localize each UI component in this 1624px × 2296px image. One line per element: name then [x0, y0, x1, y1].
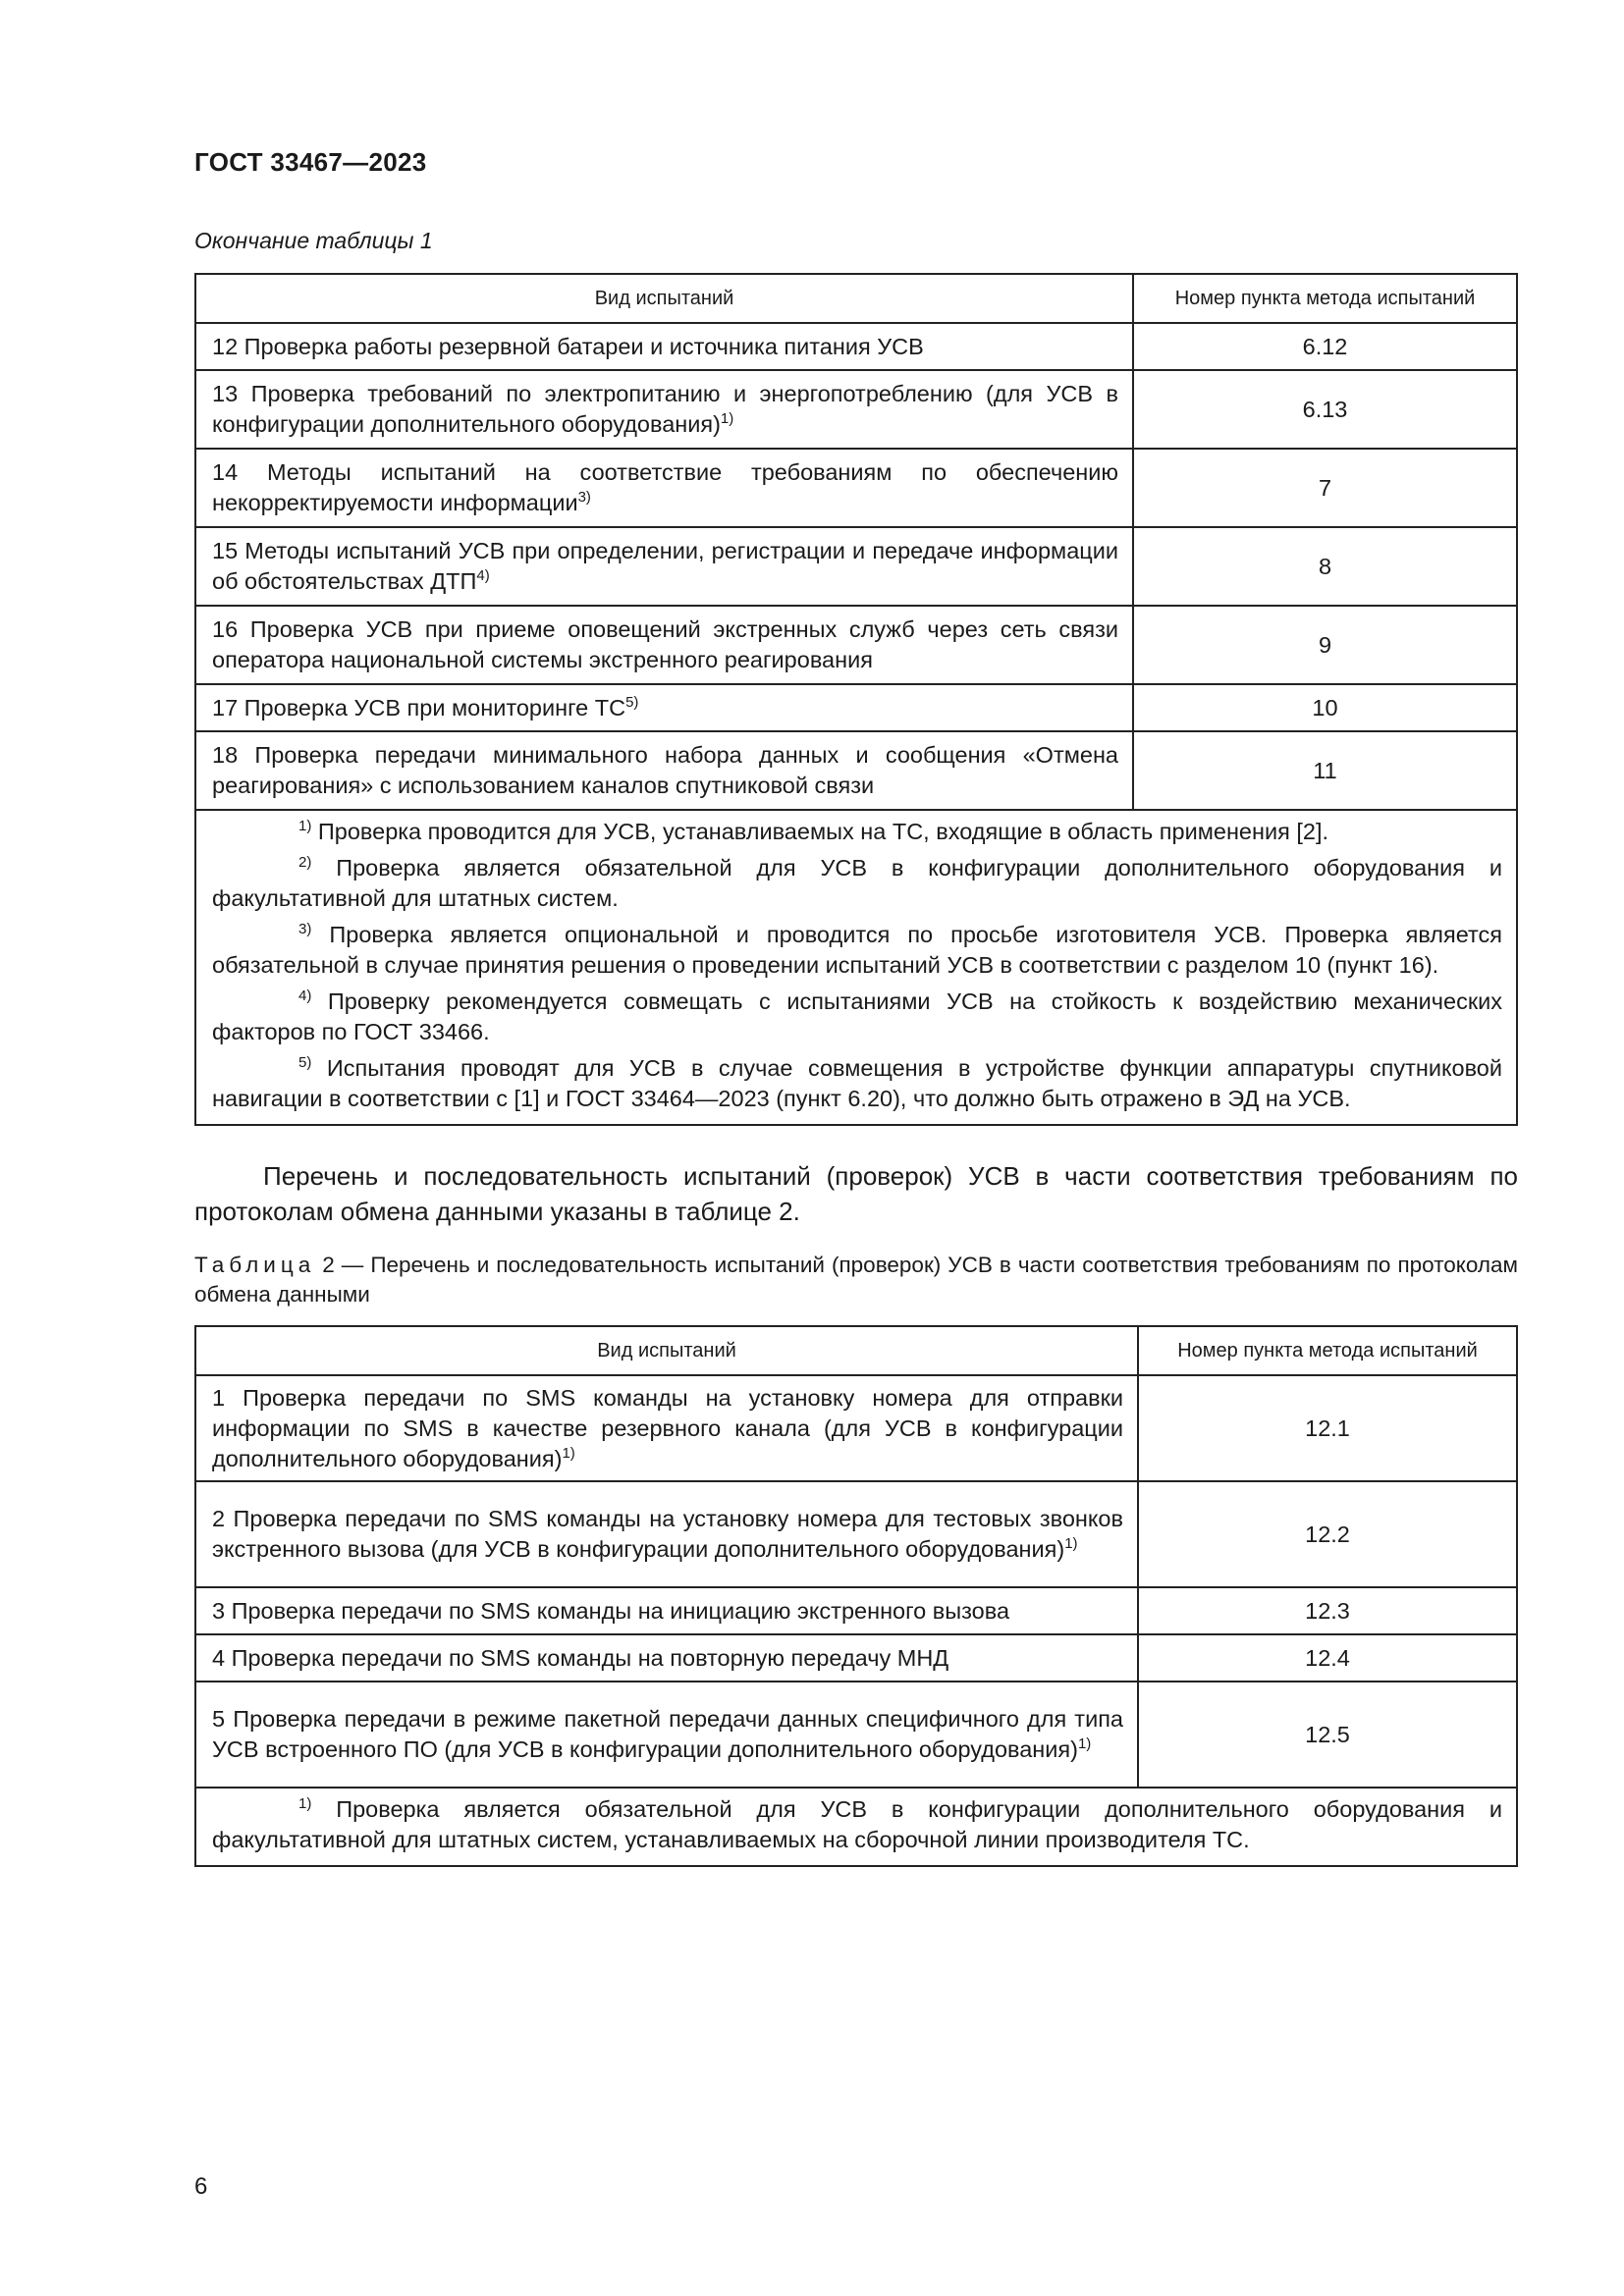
test-type-cell — [195, 1634, 1138, 1682]
table-note-text: Проверка проводится для УСВ, устанавливаемых на ТС, входящие в область применения [2]. — [317, 819, 1329, 844]
test-type-cell — [195, 323, 1133, 370]
test-type-text: 13 Проверка требований по электропитанию и энергопотреблению (для УСВ в конфигурации дополнительного оборудования) — [212, 381, 1118, 437]
footnote-marker: 5) — [298, 1054, 312, 1071]
footnote-marker: 3) — [577, 489, 591, 506]
table-note — [212, 1794, 1502, 1855]
test-type-cell — [195, 606, 1133, 684]
column-header-method-clause: Номер пункта метода испытаний — [1138, 1326, 1517, 1375]
table-row — [195, 527, 1517, 606]
test-type-text: 12 Проверка работы резервной батареи и источника питания УСВ — [212, 333, 924, 359]
table-note-text: Проверка является обязательной для УСВ в конфигурации дополнительного оборудования и факультативной для штатных систем. — [212, 855, 1502, 911]
table-notes — [195, 1788, 1517, 1866]
table-1 — [194, 273, 1518, 1126]
table-row — [195, 1682, 1517, 1788]
table2-caption-text: 2 — Перечень и последовательность испытаний (проверок) УСВ в части соответствия требованиям по протоколам обмена данными — [194, 1253, 1518, 1307]
table-row — [195, 323, 1517, 370]
test-type-text: 17 Проверка УСВ при мониторинге ТС — [212, 694, 626, 721]
method-clause-cell: 12.2 — [1138, 1481, 1517, 1587]
table-notes-row — [195, 810, 1517, 1125]
test-type-text: 5 Проверка передачи в режиме пакетной передачи данных специфичного для типа УСВ встроенного ПО (для УСВ в конфигурации дополнительного оборудования) — [212, 1706, 1123, 1762]
column-header-test-type: Вид испытаний — [195, 1326, 1138, 1375]
table-note — [212, 987, 1502, 1047]
table-row — [195, 1587, 1517, 1634]
method-clause-cell: 12.4 — [1138, 1634, 1517, 1682]
column-header-method-clause: Номер пункта метода испытаний — [1133, 274, 1517, 323]
method-clause-cell: 12.1 — [1138, 1375, 1517, 1481]
footnote-marker: 4) — [298, 988, 312, 1004]
table1-caption: Окончание таблицы 1 — [194, 228, 433, 253]
test-type-cell — [195, 1375, 1138, 1481]
table-row — [195, 731, 1517, 810]
table-row — [195, 449, 1517, 527]
table-row — [195, 684, 1517, 731]
table-row — [195, 370, 1517, 449]
table-note — [212, 1053, 1502, 1114]
footnote-marker: 4) — [476, 567, 490, 584]
table-row — [195, 1375, 1517, 1481]
test-type-cell — [195, 1587, 1138, 1634]
table-note-text: Проверку рекомендуется совмещать с испытаниями УСВ на стойкость к воздействию механических факторов по ГОСТ 33466. — [212, 988, 1503, 1044]
test-type-text: 3 Проверка передачи по SMS команды на инициацию экстренного вызова — [212, 1597, 1010, 1624]
footnote-marker: 3) — [298, 921, 312, 937]
method-clause-cell: 10 — [1133, 684, 1517, 731]
footnote-marker: 2) — [298, 854, 312, 871]
method-clause-cell: 12.3 — [1138, 1587, 1517, 1634]
method-clause-cell: 12.5 — [1138, 1682, 1517, 1788]
table-note — [212, 920, 1502, 981]
table2-caption-label: Таблица — [194, 1253, 316, 1277]
table-note — [212, 817, 1502, 847]
table-note-text: Испытания проводят для УСВ в случае совмещения в устройстве функции аппаратуры спутниковой навигации в соответствии с [1] и ГОСТ 33464—2023 (пункт 6.20), что должно быть отражено в ЭД на УСВ. — [212, 1055, 1503, 1111]
method-clause-cell: 8 — [1133, 527, 1517, 606]
table2-caption — [194, 1251, 1518, 1309]
method-clause-cell: 9 — [1133, 606, 1517, 684]
test-type-cell — [195, 527, 1133, 606]
method-clause-cell: 6.12 — [1133, 323, 1517, 370]
test-type-text: 18 Проверка передачи минимального набора данных и сообщения «Отмена реагирования» с использованием каналов спутниковой связи — [212, 742, 1118, 798]
table-notes-row — [195, 1788, 1517, 1866]
table-note-text: Проверка является обязательной для УСВ в конфигурации дополнительного оборудования и факультативной для штатных систем, устанавливаемых на сборочной линии производителя ТС. — [212, 1796, 1502, 1852]
test-type-text: 14 Методы испытаний на соответствие требованиям по обеспечению некорректируемости информации — [212, 459, 1118, 515]
table-row — [195, 1634, 1517, 1682]
footnote-marker: 1) — [298, 1795, 312, 1812]
test-type-text: 4 Проверка передачи по SMS команды на повторную передачу МНД — [212, 1644, 949, 1671]
table-note — [212, 853, 1502, 914]
footnote-marker: 1) — [1064, 1535, 1078, 1552]
test-type-text: 1 Проверка передачи по SMS команды на установку номера для отправки информации по SMS в качестве резервного канала (для УСВ в конфигурации дополнительного оборудования) — [212, 1384, 1123, 1471]
body-paragraph: Перечень и последовательность испытаний (проверок) УСВ в части соответствия требованиям по протоколам обмена данными указаны в таблице 2. — [194, 1161, 1518, 1226]
footnote-marker: 1) — [298, 818, 312, 834]
table-row — [195, 1481, 1517, 1587]
table-notes — [195, 810, 1517, 1125]
test-type-cell — [195, 370, 1133, 449]
method-clause-cell: 6.13 — [1133, 370, 1517, 449]
test-type-text: 16 Проверка УСВ при приеме оповещений экстренных служб через сеть связи оператора национальной системы экстренного реагирования — [212, 616, 1118, 672]
method-clause-cell: 11 — [1133, 731, 1517, 810]
test-type-cell — [195, 449, 1133, 527]
test-type-cell — [195, 1481, 1138, 1587]
test-type-cell — [195, 731, 1133, 810]
document-header: ГОСТ 33467—2023 — [194, 147, 427, 177]
footnote-marker: 5) — [625, 693, 639, 711]
table-row — [195, 606, 1517, 684]
footnote-marker: 1) — [562, 1444, 575, 1462]
table-note-text: Проверка является опциональной и проводится по просьбе изготовителя УСВ. Проверка является обязательной в случае принятия решения о проведении испытаний УСВ в соответствии с разделом 10 (пункт 16). — [212, 922, 1502, 978]
test-type-text: 2 Проверка передачи по SMS команды на установку номера для тестовых звонков экстренного вызова (для УСВ в конфигурации дополнительного оборудования) — [212, 1506, 1123, 1562]
page-number: 6 — [194, 2173, 208, 2200]
test-type-text: 15 Методы испытаний УСВ при определении, регистрации и передаче информации об обстоятельствах ДТП — [212, 538, 1118, 594]
footnote-marker: 1) — [720, 410, 734, 427]
test-type-cell — [195, 684, 1133, 731]
method-clause-cell: 7 — [1133, 449, 1517, 527]
test-type-cell — [195, 1682, 1138, 1788]
table-2 — [194, 1325, 1518, 1867]
footnote-marker: 1) — [1077, 1735, 1092, 1752]
column-header-test-type: Вид испытаний — [195, 274, 1133, 323]
